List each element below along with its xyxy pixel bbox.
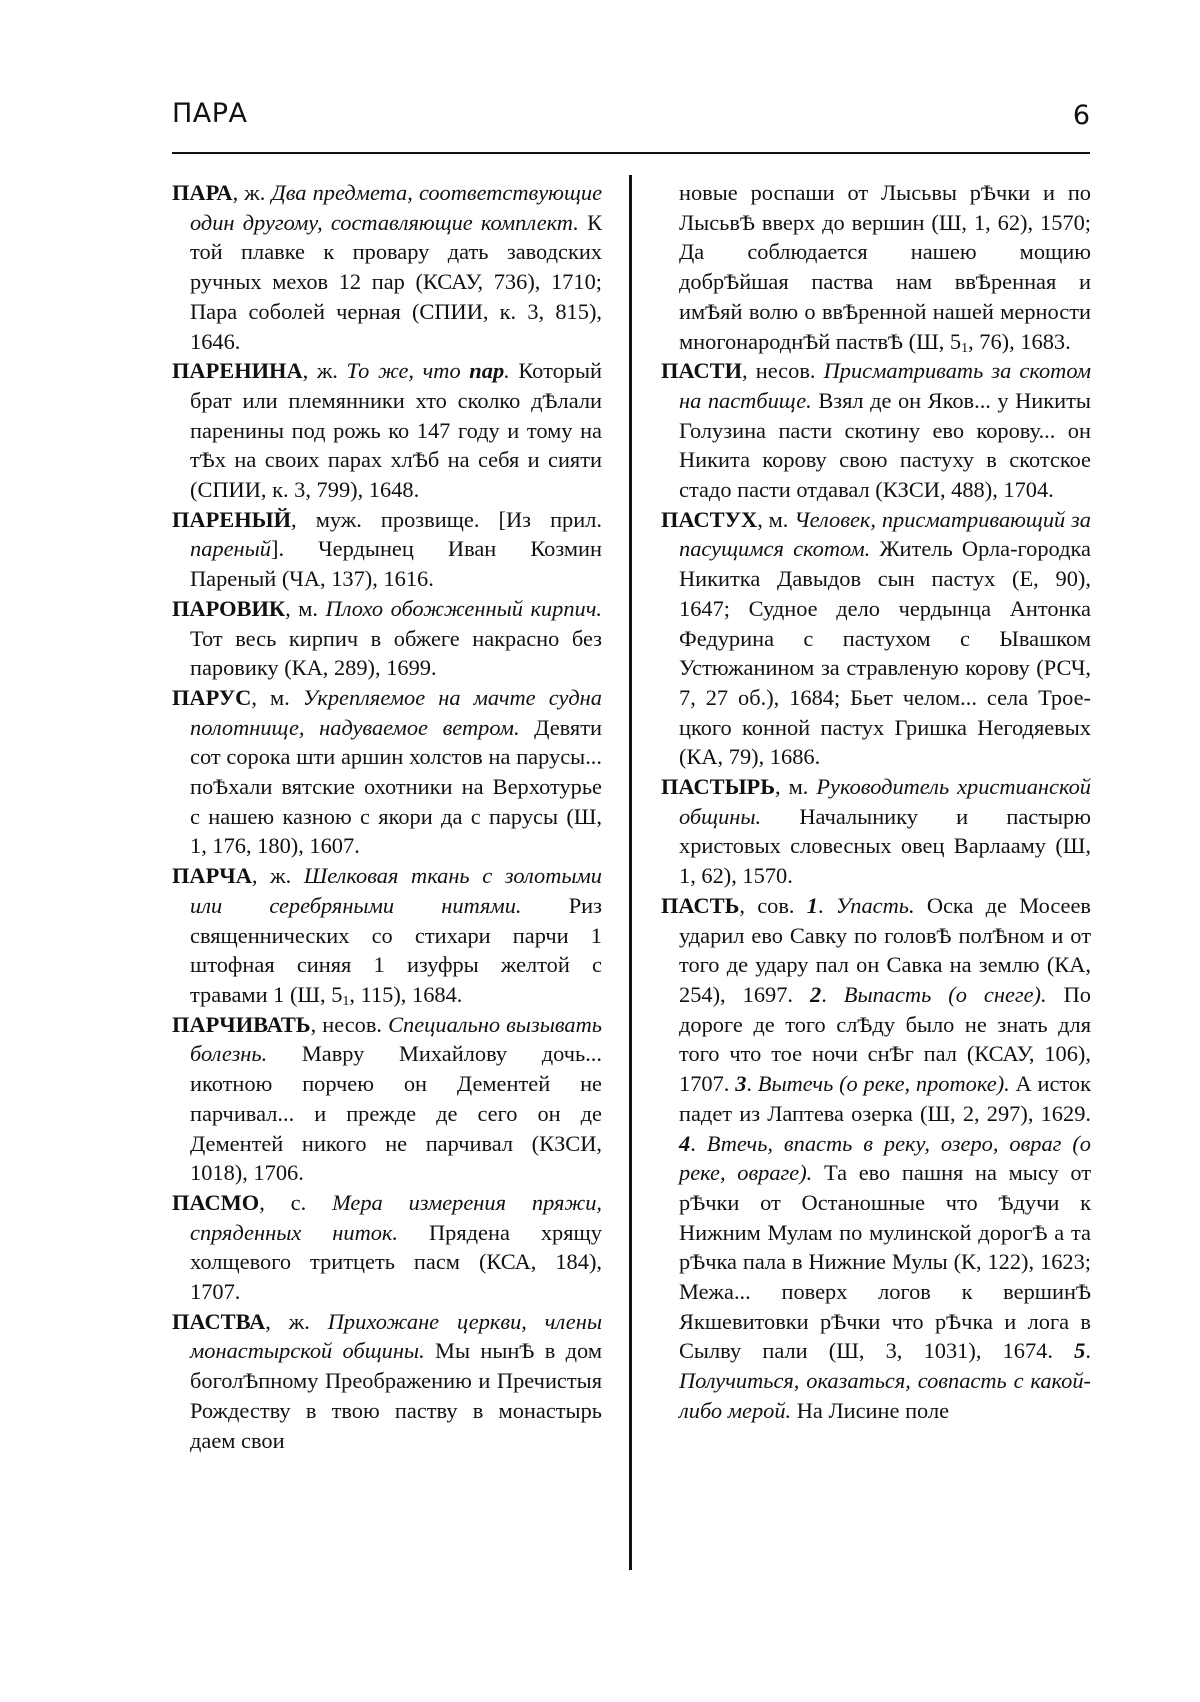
citation: Тот весь кирпич в обжеге накрасно без паровику (КА, 289), 1699. [190,625,602,681]
sense-definition: Втечь, впасть в реку, озеро, овраг (о реке, овраге). [679,1130,1091,1186]
headword: ПАРОВИК [172,595,286,621]
headword: ПАСТУХ [661,506,758,532]
sense-citation: Та ево пашня на мысу от рѢчки от Останошные что Ѣдучи к Нижним Мулам по мулинской дорогѢ а та рѢчка пала в Нижние Мулы (К, 122), 1623; Межа... поверх логов к вершинѢ Якшевитовки рѢчки что рѢчка и лога в Сылву пали (Ш, 3, 1031), 1674. [679,1160,1092,1364]
sense-definition: Вытечь (о реке, протоке). [757,1071,1010,1097]
sense-citation: Оска де Мосеев ударил ево Савку по головѢ полѢном и от того де удару пал он Савка на землю (КА, 254), 1697. [679,892,1091,1007]
grammar-note: , ж. [265,1308,310,1334]
citation: Мы нынѢ в дом боголѢпному Преображению и Пречистыя Рождеству в твою паству в монастырь даем свои [190,1338,602,1453]
citation: Риз священнических со стихари парчи 1 штофная синяя 1 изуфры желтой с травами 1 (Ш, 5 [190,892,602,1007]
grammar-note: , с. [259,1189,307,1215]
citation-end: , 115), 1684. [349,981,463,1007]
grammar-note: , ж. [302,358,338,384]
entry-pasmo [172,1188,602,1307]
headword: ПАРУС [172,684,252,710]
headword: ПАСТЬ [661,892,740,918]
headword: ПАРЧА [172,863,252,889]
sense-number: 4 [679,1130,691,1156]
citation: Прядена хрящу холщевого тритцеть пасм (КСА, 184), 1707. [190,1219,602,1305]
grammar-note: , м. [775,774,809,800]
entry-pasti [661,356,1091,505]
entry-para [172,178,602,356]
entry-past: ПАСТЬ, сов. 1. Упасть. Оска де Мосеев ударил ево Савку по головѢ полѢном и от того де удару пал он Савка на землю (КА, 254), 1697. 2. Выпасть (о снеге). По дороге де того слѢду было не знать для того что тое ночи снѢг пал (КСАУ, 106), 1707. 3. Вытечь (о реке, протоке). А исток падет из Лаптева озерка (Ш, 2, 297), 1629. 4. Втечь, впасть в реку, озеро, овраг (о реке, овраге). Та ево пашня на мысу от рѢчки от Останошные что Ѣдучи к Нижним Мулам по мулинской дорогѢ а та рѢчка пала в Нижние Мулы (К, 122), 1623; Межа... поверх логов к вершинѢ Якшевитовки рѢчки что рѢчка и лога в Сылву пали (Ш, 3, 1031), 1674. 5. Получиться, оказаться, совпасть с какой-либо мерой. На Лисине поле [661,892,1092,1423]
definition: Человек, присматривающий за пасущимся скотом. [679,506,1091,562]
citation: Началынику и пастырю христовых словесных овец Варлааму (Ш, 1, 62), 1570. [679,803,1091,889]
citation: Чердынец Иван Козмин Пареный (ЧА, 137), 1616. [190,536,602,592]
sense-definition: Упасть. [835,892,915,918]
definition: Специально вызывать болезнь. [190,1011,602,1067]
grammar-note: , м. [757,506,789,532]
sense-citation: На Лисине поле [796,1397,950,1423]
entry-parchivat [172,1010,602,1188]
running-title: ПАРА [172,98,248,129]
subscript: 1 [342,993,350,1009]
definition: Присматривать за скотом на пастбище. [679,358,1091,413]
sense-number: 2 [809,981,822,1007]
left-column [172,178,602,1455]
citation: Мавру Михайлову дочь... икотною порчею он Дементей не парчивал... и прежде де сего он де Дементей никого не парчивал (КЗСИ, 1018), 1706. [190,1041,602,1186]
grammar-note: , муж. прозвище. [Из прил. [291,506,602,532]
definition-end: . [504,358,510,384]
definition: Укрепляемое на мачте судна полотнище, надуваемое ветром. [190,684,602,740]
citation: Взял де он Яков... у Никиты Голузина пасти скотину ево корову... он Никита корову свою пастуху в скотское стадо пасти отдавал (КЗСИ, 488), 1704. [679,387,1091,503]
grammar-note: , ж. [251,863,292,889]
entry-parovik [172,594,602,683]
definition: Мера измерения пряжи, спряденных ниток. [190,1189,602,1245]
headword: ПАСТЫРЬ [661,774,776,800]
headword: ПАРЕНИНА [172,358,303,384]
sense-number: 1 [806,892,818,918]
definition: Плохо обожженный кирпич. [325,595,602,621]
citation: Который брат или племянники хто сколко дѢлали паренины под рожь ко 147 году и тому на тѢх на своих парах хлѢб на себя и сияти (СПИИ, к. 3, 799), 1648. [190,358,602,503]
right-column [661,178,1091,1426]
header-rule [172,152,1090,154]
citation: Девяти сот сорока шти аршин холстов на парусы... поѢхали вятские охотники на Верхотурье с нашею казною с якори да с парусы (Ш, 1, 176, 180), 1607. [190,714,602,859]
subscript: 1 [961,340,969,356]
entry-pastyr [661,772,1091,891]
sense-definition: Выпасть (о снеге). [843,981,1047,1007]
cross-reference: пар [469,358,505,384]
sense-number: 3 [735,1071,747,1097]
entry-parenina [172,356,602,505]
entry-parenyi [172,505,602,594]
definition: То же, что [346,358,461,384]
origin-word: пареный [190,536,271,562]
sense-citation: А исток падет из Лаптева озерка (Ш, 2, 297), 1629. [679,1071,1091,1126]
page-number: 6 [1072,100,1090,131]
headword: ПАРЧИВАТЬ [172,1011,311,1037]
definition: Прихожане церкви, члены монастырской общины. [190,1308,602,1364]
definition: Руководитель христианской общины. [679,774,1091,829]
column-divider [629,175,632,1570]
citation: Житель Орла-городка Никитка Давыдов сын пастух (Е, 90), 1647; Судное дело чердынца Антонка Федурина с пастухом с Ывашком Устюжанином за стравленую корову (РСЧ, 7, 27 об.), 1684; Бьет челом... села Троецкого конной пастух Гришка Негодяевых (КА, 79), 1686. [679,536,1091,770]
entry-continuation [661,178,1091,356]
grammar-note: , ж. [232,180,266,205]
sense-citation: По дороге де того слѢду было не знать для того что тое ночи снѢг пал (КСАУ, 106), 1707. [679,981,1091,1097]
grammar-note-end: ]. [271,536,285,562]
citation: новые роспаши от Лысьвы рѢчки и по ЛысьвѢ вверх до вершин (Ш, 1, 62), 1570; Да соблюдается нашею мощию добрѢйшая паства нам ввѢренная и имѢяй волю о ввѢренной нашей мерности многонароднѢй паствѢ (Ш, 5 [679,180,1091,354]
entry-parus [172,683,602,861]
grammar-note: , несов. [742,358,816,384]
entry-pastva [172,1307,602,1456]
grammar-note: , м. [285,595,319,621]
headword: ПАСМО [172,1189,260,1215]
grammar-note: , м. [251,684,290,710]
citation: К той плавке к провару дать заводских ручных мехов 12 пар (КСАУ, 736), 1710; Пара соболей черная (СПИИ, к. 3, 815), 1646. [190,209,602,354]
headword: ПАРЕНЫЙ [172,506,292,532]
headword: ПАСТИ [661,358,742,384]
headword: ПАСТВА [172,1308,266,1334]
definition: Два предмета, соответствующие один другому, составляющие комплект. [190,180,603,235]
entry-parcha [172,861,602,1010]
sense-number: 5 [1074,1338,1086,1364]
grammar-note: , сов. [739,892,795,918]
grammar-note: , несов. [310,1011,383,1037]
definition: Шелковая ткань с золотыми или серебряными нитями. [190,863,603,918]
citation-end: , 76), 1683. [968,328,1071,354]
entry-pastukh [661,505,1091,772]
headword: ПАРА [172,180,233,205]
sense-definition: Получиться, оказаться, совпасть с какой-либо мерой. [679,1368,1091,1423]
